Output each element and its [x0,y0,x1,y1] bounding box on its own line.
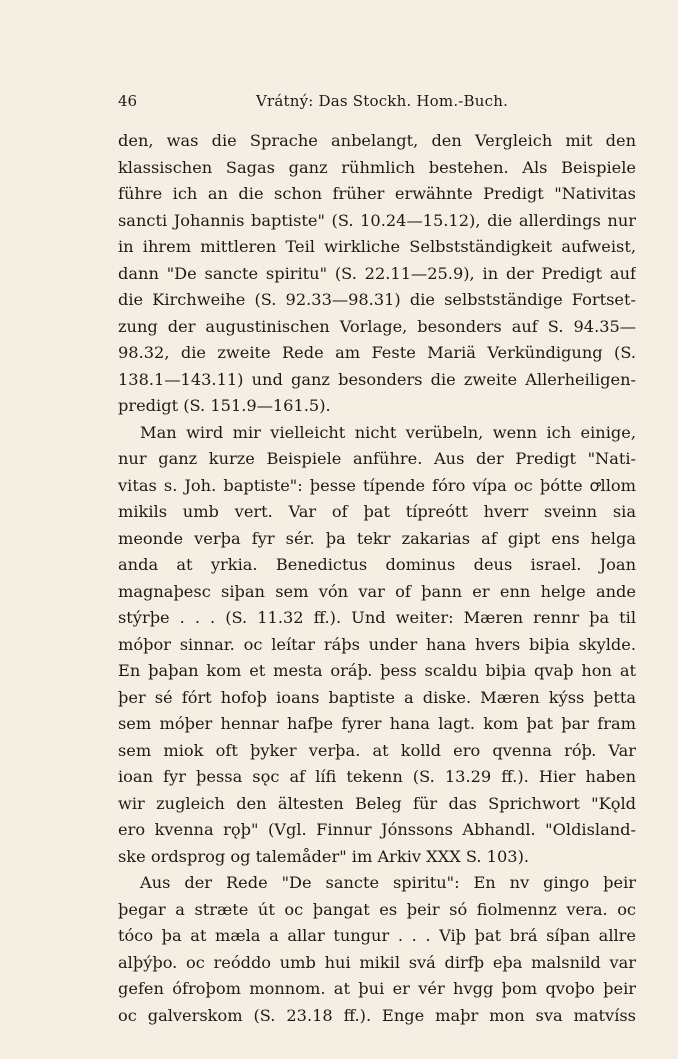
text-line: mikils umb vert. Var of þat típreótt hverr sveinn sia [118,502,636,521]
text-line: ero kvenna rǫþ" (Vgl. Finnur Jónssons Abhandl. "Oldisland- [118,820,636,839]
text-line: klassischen Sagas ganz rühmlich bestehen. Als Beispiele [118,157,636,177]
text-line: den, was die Sprache anbelangt, den Vergleich mit den [118,131,636,150]
text-line: alþýþo. oc reóddo umb hui mikil svá dirfþ eþa malsnild var [118,952,636,972]
text-line: dann "De sancte spiritu" (S. 22.11—25.9), in der Predigt auf [118,263,636,283]
text-line: ioan fyr þessa sǫc af lífi tekenn (S. 13.29 ff.). Hier haben [118,767,636,786]
text-line: Aus der Rede "De sancte spiritu": En nv gingo þeir [140,873,636,892]
page-number: 46 [118,92,138,110]
text-line: führe ich an die schon früher erwähnte Predigt "Nativitas [118,184,636,203]
text-line: móþor sinnar. oc leítar ráþs under hana hvers biþia skylde. [118,634,636,654]
text-line: tóco þa at mæla a allar tungur . . . Viþ þat brá síþan allre [118,926,636,945]
page-header [118,92,638,116]
body-text [118,128,636,1029]
text-line: En þaþan kom et mesta oráþ. þess scaldu biþia qvaþ hon at [118,661,636,680]
text-line: wir zugleich den ältesten Beleg für das Sprichwort "Kǫld [118,793,636,813]
text-line: zung der augustinischen Vorlage, besonders auf S. 94.35— [118,316,636,336]
text-line: 138.1—143.11) und ganz besonders die zweite Allerheiligen- [118,369,636,389]
text-line: nur ganz kurze Beispiele anführe. Aus der Predigt "Nati- [118,449,636,468]
text-line: predigt (S. 151.9—161.5). [118,396,331,415]
text-line: sem miok oft þyker verþa. at kolld ero qvenna róþ. Var [118,740,636,760]
text-line: sem móþer hennar hafþe fyrer hana lagt. kom þat þar fram [118,714,636,733]
text-line: þegar a stræte út oc þangat es þeir só fiolmennz vera. oc [118,899,636,919]
text-line: Man wird mir vielleicht nicht verübeln, wenn ich einige, [140,422,636,442]
text-line: gefen ófroþom monnom. at þui er vér hvgg þom qvoþo þeir [118,979,636,998]
text-line: meonde verþa fyr sér. þa tekr zakarias af gipt ens helga [118,528,636,548]
text-line: 98.32, die zweite Rede am Feste Mariä Verkündigung (S. [118,343,636,362]
text-line: ske ordsprog og talemåder" im Arkiv XXX S. 103). [118,846,530,866]
text-line: vitas s. Joh. baptiste": þesse típende fóro vípa oc þótte ꝍllom [118,475,636,495]
text-line: sancti Johannis baptiste" (S. 10.24—15.12), die allerdings nur [118,210,636,230]
text-line: anda at yrkia. Benedictus dominus deus israel. Joan [118,555,636,574]
text-line: magnaþesc siþan sem vón var of þann er enn helge ande [118,581,636,601]
text-line: in ihrem mittleren Teil wirkliche Selbstständigkeit aufweist, [118,237,636,256]
text-line: die Kirchweihe (S. 92.33—98.31) die selbstständige Fortset- [118,290,636,309]
text-line: oc galverskom (S. 23.18 ff.). Enge maþr mon sva matvíss [118,1005,636,1025]
running-head: Vrátný: Das Stockh. Hom.-Buch. [256,92,509,110]
text-line: stýrþe . . . (S. 11.32 ff.). Und weiter: Mæren rennr þa til [118,608,636,627]
text-line: þer sé fórt hofoþ ioans baptiste a diske. Mæren kýss þetta [118,687,636,707]
